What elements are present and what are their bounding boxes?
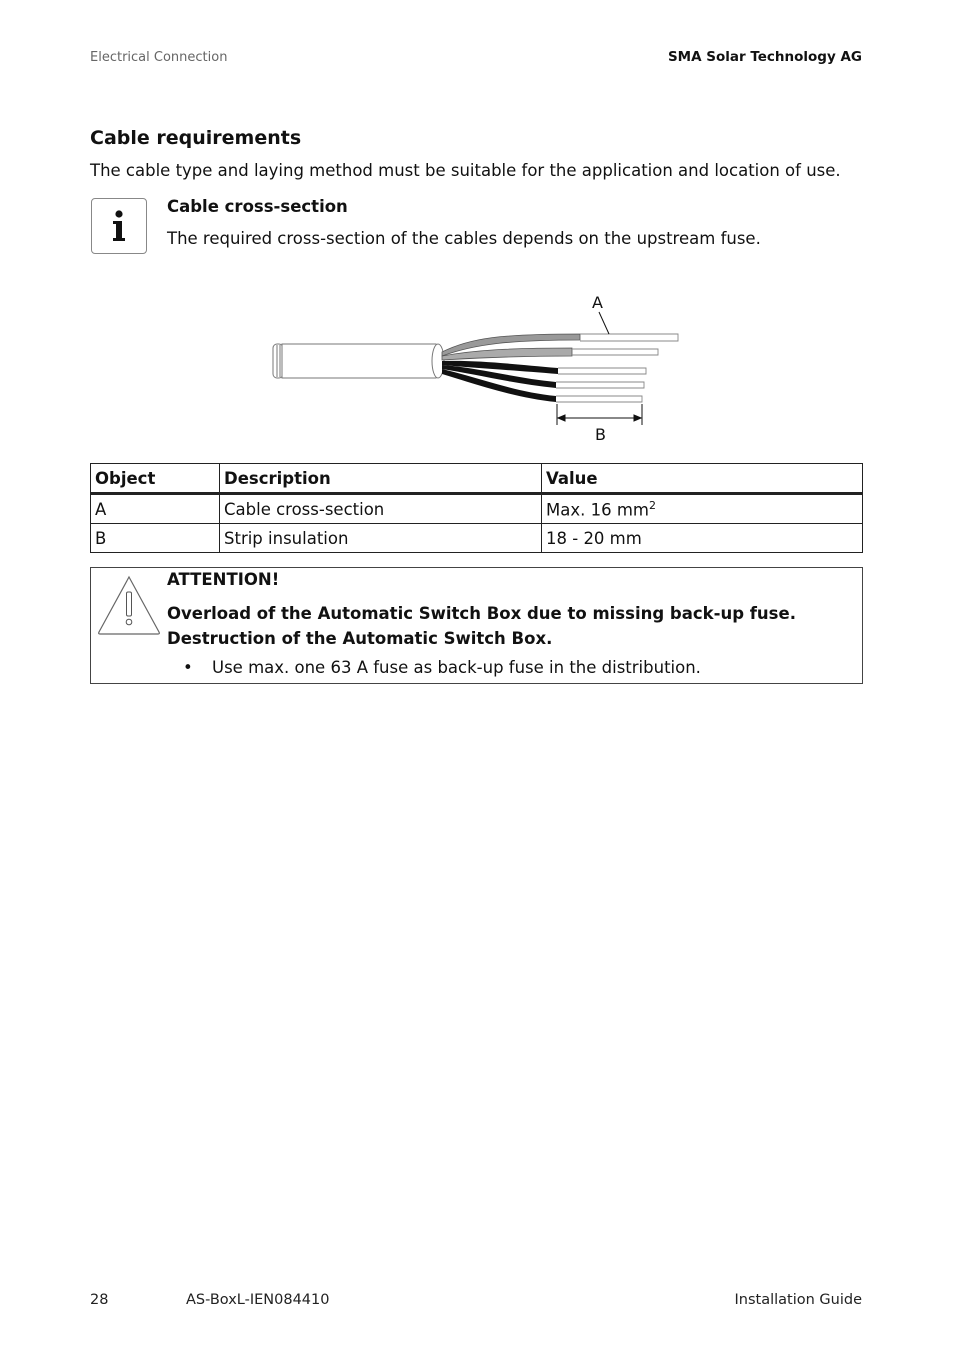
- table-header-row: [91, 464, 863, 494]
- figure-label-a: A: [592, 293, 603, 312]
- table-cell-description: Cable cross-section: [220, 494, 542, 524]
- info-icon: [91, 198, 147, 254]
- stripped-wire-ends: [556, 334, 678, 402]
- column-header: Object: [91, 464, 220, 494]
- table-cell-object: B: [91, 524, 220, 553]
- cable-sheath: [282, 344, 440, 378]
- attention-instruction: Use max. one 63 A fuse as back-up fuse in the distribution.: [212, 658, 701, 677]
- info-title: Cable cross-section: [167, 197, 348, 216]
- superscript: 2: [649, 498, 656, 512]
- table-row: [91, 524, 863, 553]
- warning-triangle-icon: [96, 574, 162, 636]
- attention-label: ATTENTION!: [167, 570, 280, 589]
- footer-doc-type: Installation Guide: [734, 1292, 862, 1308]
- dimension-b: [557, 404, 642, 425]
- table-cell-object: A: [91, 494, 220, 524]
- section-title: Cable requirements: [90, 127, 302, 149]
- header-company: SMA Solar Technology AG: [667, 49, 862, 65]
- footer-doc-id: AS-BoxL-IEN084410: [186, 1292, 330, 1308]
- table-row: [91, 494, 863, 524]
- intro-text: The cable type and laying method must be suitable for the application and location of use.: [90, 161, 841, 180]
- info-text: The required cross-section of the cables depends on the upstream fuse.: [167, 229, 761, 248]
- cable-figure: [260, 288, 700, 448]
- figure-label-b: B: [595, 425, 606, 444]
- column-header: Value: [542, 464, 863, 494]
- footer-page-number: 28: [90, 1292, 109, 1308]
- header-section: Electrical Connection: [90, 50, 228, 65]
- label-a-leader: [599, 312, 609, 334]
- column-header: Description: [220, 464, 542, 494]
- bullet-marker: •: [183, 658, 193, 677]
- spec-table: [90, 463, 863, 553]
- table-cell-description: Strip insulation: [220, 524, 542, 553]
- table-cell-value: Max. 16 $mm^2$: [542, 494, 863, 524]
- attention-heading: Overload of the Automatic Switch Box due to missing back-up fuse. Destruction of the Automatic Switch Box.: [167, 604, 796, 648]
- table-cell-value: 18 - 20 mm: [542, 524, 863, 553]
